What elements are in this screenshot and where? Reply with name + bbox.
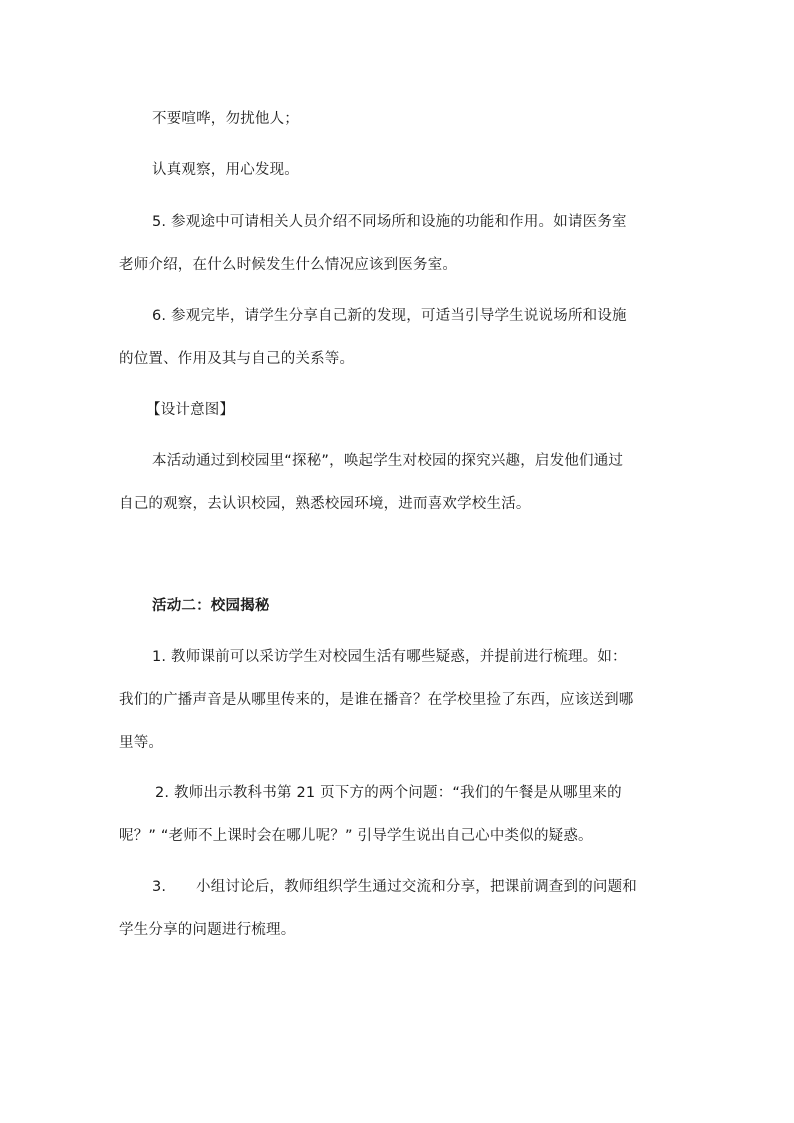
step6-line1: 6. 参观完毕，请学生分享自己新的发现，可适当引导学生说说场所和设施 (152, 308, 627, 324)
a2-step1-line1: 1. 教师课前可以采访学生对校园生活有哪些疑惑，并提前进行梳理。如： (152, 649, 627, 665)
a2-step1-line3: 里等。 (119, 735, 164, 751)
a2-step2-line2: 呢？” “老师不上课时会在哪儿呢？” 引导学生说出自己心中类似的疑惑。 (119, 828, 593, 844)
step5-line2: 老师介绍，在什么时候发生什么情况应该到医务室。 (119, 257, 458, 273)
design-intent-line1: 本活动通过到校园里“探秘”，唤起学生对校园的探究兴趣，启发他们通过 (152, 453, 624, 469)
rule-line-observe: 认真观察，用心发现。 (152, 162, 299, 178)
design-intent-line2: 自己的观察，去认识校园，熟悉校园环境，进而喜欢学校生活。 (119, 496, 531, 512)
rule-line-quiet: 不要喧哗，勿扰他人； (152, 111, 299, 127)
a2-step1-line2: 我们的广播声音是从哪里传来的，是谁在播音？在学校里捡了东西，应该送到哪 (119, 692, 634, 708)
a2-step3-number: 3. (152, 879, 167, 895)
design-intent-heading: 【设计意图】 (146, 402, 235, 418)
a2-step3-line2: 学生分享的问题进行梳理。 (119, 922, 296, 938)
step5-line1: 5. 参观途中可请相关人员介绍不同场所和设施的功能和作用。如请医务室 (152, 214, 627, 230)
a2-step3-line1: 小组讨论后，教师组织学生通过交流和分享，把课前调查到的问题和 (196, 879, 637, 895)
step6-line2: 的位置、作用及其与自己的关系等。 (119, 351, 355, 367)
activity2-title: 活动二：校园揭秘 (152, 598, 270, 614)
a2-step2-line1: 2. 教师出示教科书第 21 页下方的两个问题：“我们的午餐是从哪里来的 (155, 785, 622, 801)
